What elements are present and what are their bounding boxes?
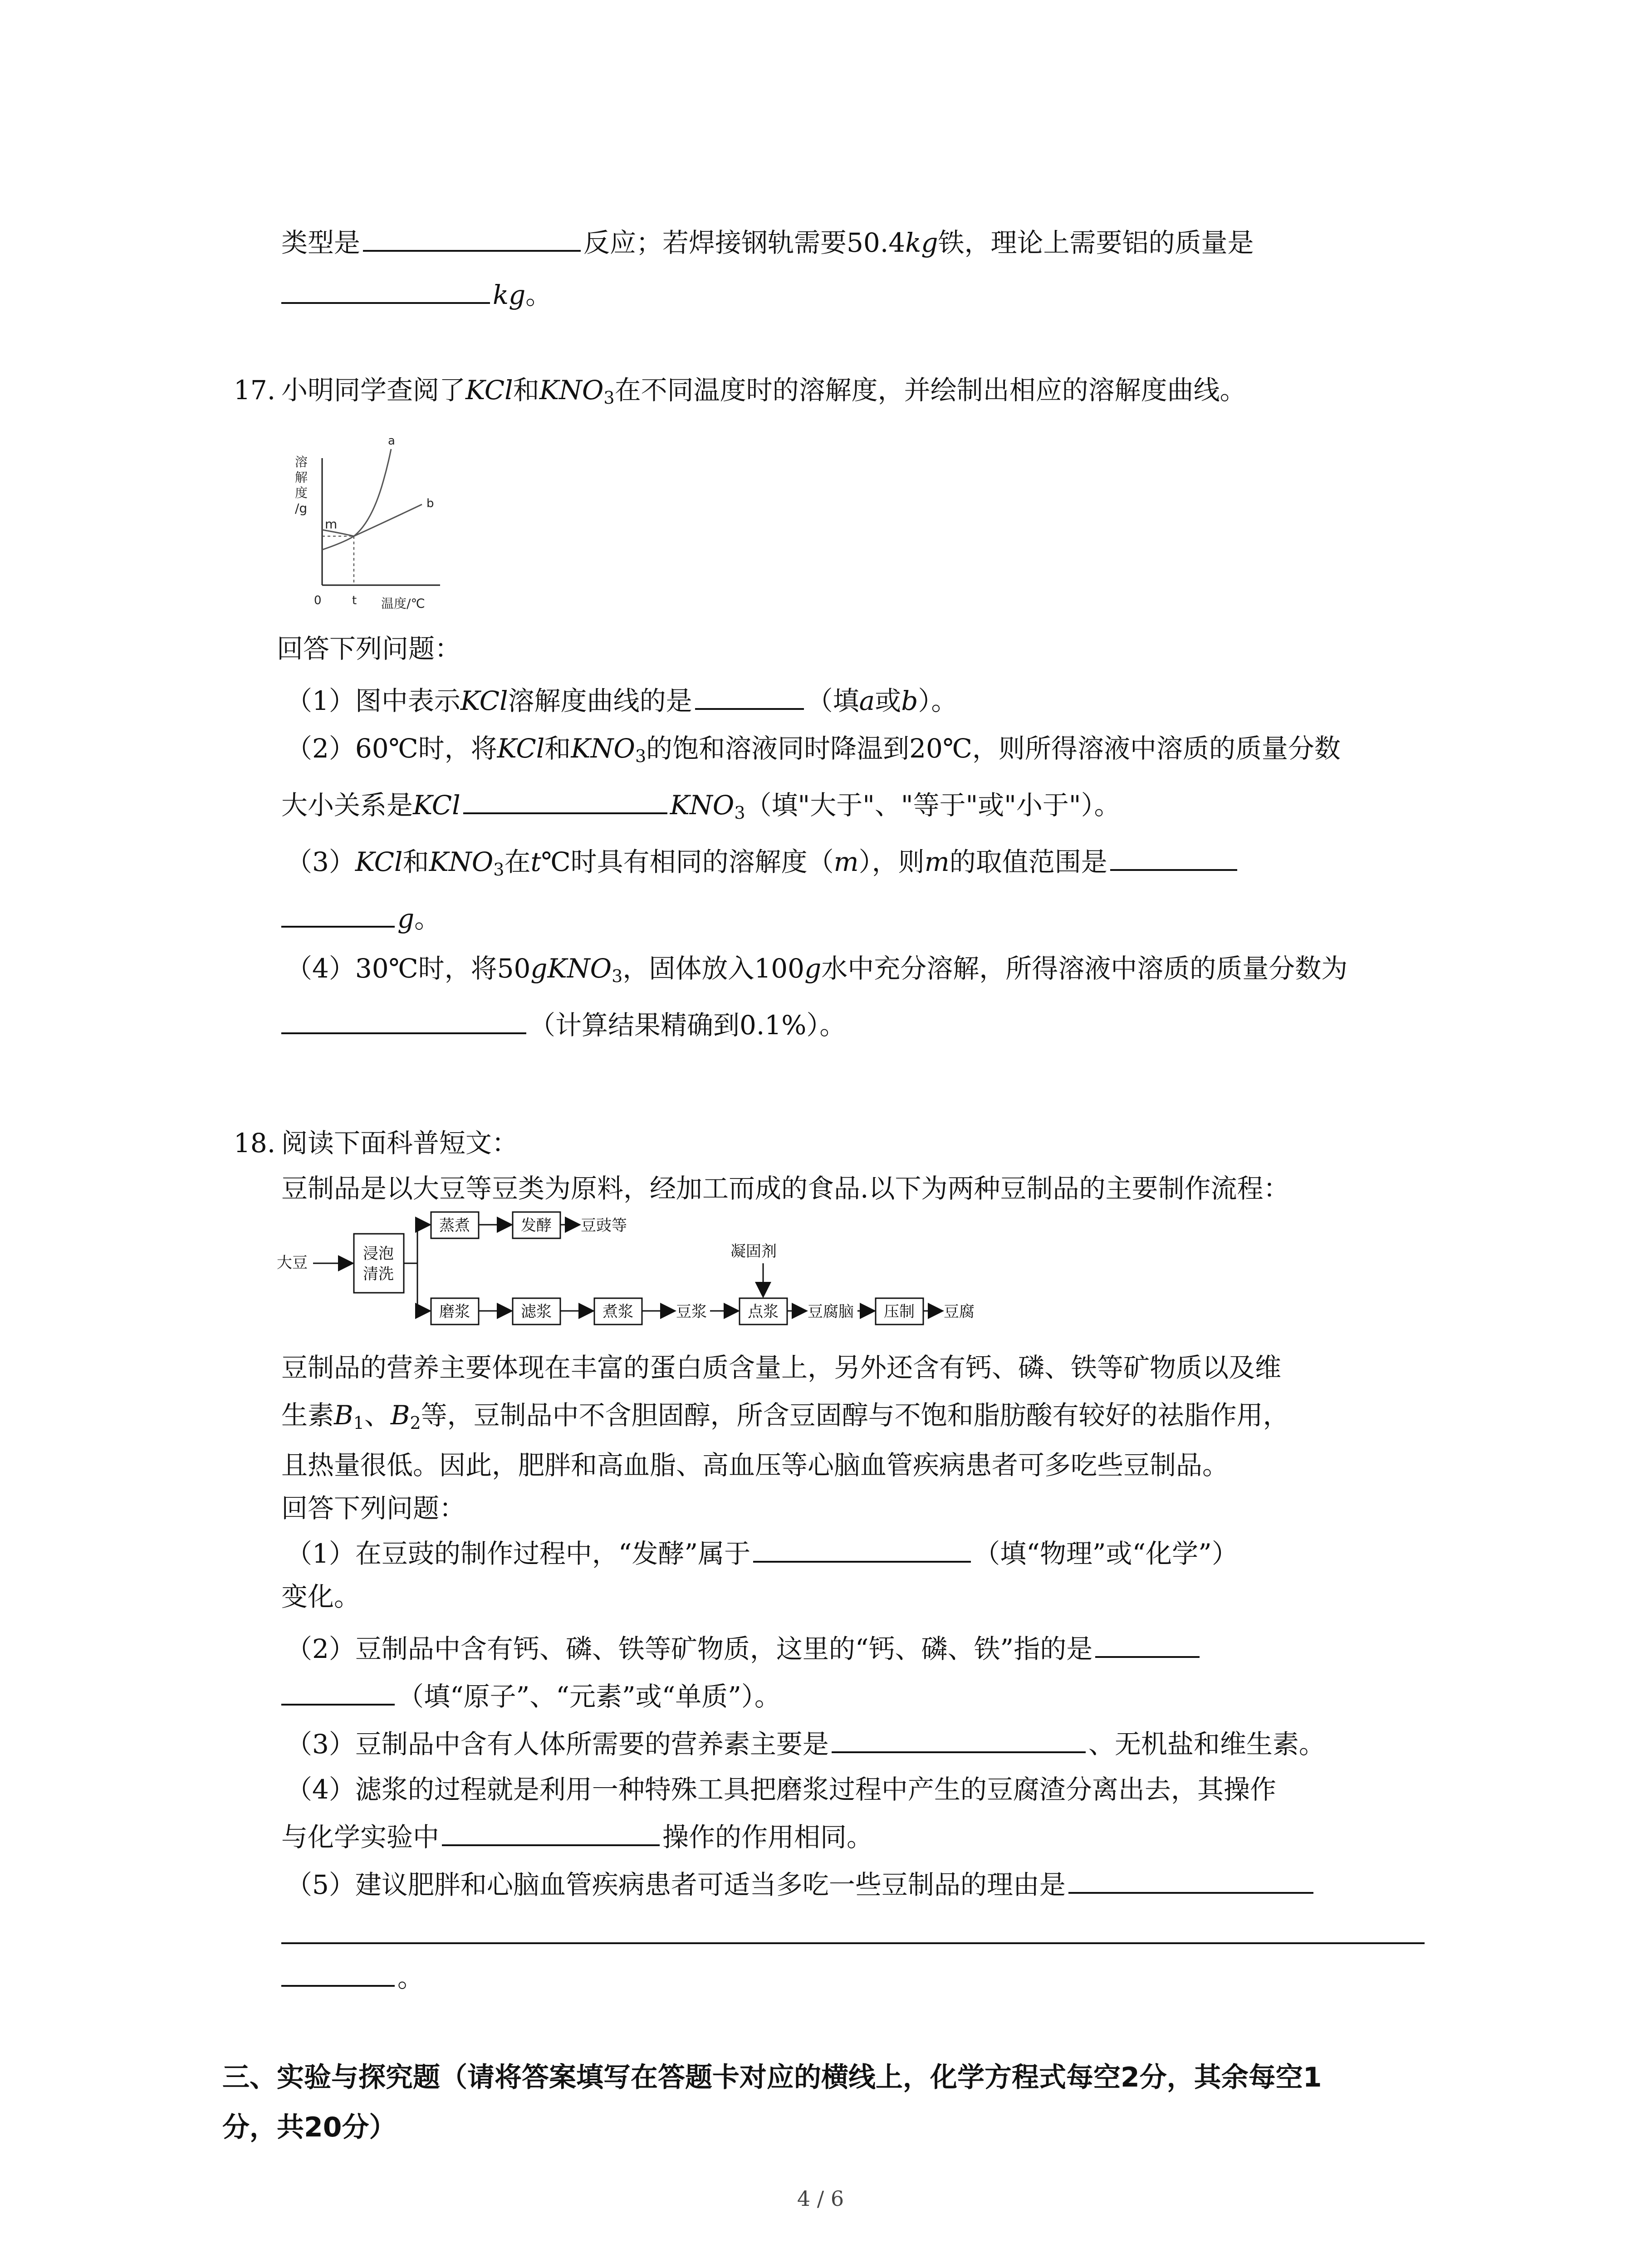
- q17-intro-b: 在不同温度时的溶解度，并绘制出相应的溶解度曲线。: [614, 375, 1246, 406]
- q17-p2-c: 大小关系是: [281, 790, 413, 821]
- q18-p4-c: 操作的作用相同。: [662, 1822, 873, 1853]
- q17-p1-d: ）。: [918, 685, 958, 716]
- flow-boil: 煮浆: [603, 1303, 633, 1321]
- q18-p2-line1: [286, 1631, 1202, 1667]
- q17-p4-g-2: g: [804, 953, 822, 984]
- q18-answer-prompt: 回答下列问题：: [281, 1493, 466, 1524]
- q16-line1: [281, 225, 1254, 261]
- q17-blank-1[interactable]: [695, 683, 804, 710]
- q17-p3-sub3: 3: [493, 860, 505, 880]
- q18-intro: 阅读下面科普短文：: [281, 1128, 519, 1158]
- flow-press: 压制: [884, 1303, 915, 1321]
- q17-kcl: KCl: [465, 375, 513, 406]
- flow-coagulant: 凝固剂: [730, 1242, 777, 1261]
- q17-intro-a: 小明同学查阅了: [281, 375, 466, 406]
- q17-p4-line1: [286, 950, 1347, 994]
- flow-soak-1: 浸泡: [363, 1245, 394, 1263]
- q17-p4-g: g: [530, 953, 548, 984]
- y-label-3: 度: [295, 485, 308, 500]
- curve-a-label: a: [388, 434, 395, 448]
- page-number: 4 / 6: [797, 2186, 844, 2211]
- q18-p1-a: （1）在豆豉的制作过程中，“发酵”属于: [286, 1538, 751, 1569]
- q18-p2-b: （填“原子”、“元素”或“单质”）。: [397, 1681, 781, 1712]
- flow-filter: 滤浆: [521, 1303, 552, 1321]
- q18-blank-5a[interactable]: [1068, 1867, 1313, 1894]
- q18-b2: B: [390, 1400, 410, 1431]
- q17-p4-kno: KNO: [547, 953, 612, 984]
- q17-p4-d: （计算结果精确到0.1%）。: [529, 1010, 846, 1041]
- q18-p4-line1: （4）滤浆的过程就是利用一种特殊工具把磨浆过程中产生的豆腐渣分离出去，其操作: [286, 1774, 1276, 1805]
- q18-blank-1[interactable]: [753, 1535, 971, 1563]
- q18-blank-5b[interactable]: [281, 1942, 1425, 1944]
- q17-p2-line1: [286, 730, 1341, 774]
- q17-p3-kno: KNO: [429, 846, 494, 877]
- flow-box-soak: [354, 1234, 404, 1293]
- q17-blank-3b[interactable]: [281, 900, 395, 928]
- q16-text-a: 类型是: [281, 227, 361, 258]
- q17-p2-d: （填"大于"、"等于"或"小于"）。: [745, 790, 1121, 821]
- q18-blank-2a[interactable]: [1095, 1631, 1200, 1658]
- q17-p1: [286, 683, 957, 719]
- q17-p3-line2: [281, 900, 441, 937]
- q16-line2: [281, 277, 552, 313]
- y-label-4: /g: [295, 501, 308, 516]
- q18-sub2: 2: [410, 1413, 421, 1433]
- q16-end: 。: [525, 279, 552, 310]
- q18-p3-b: 、无机盐和维生素。: [1088, 1729, 1325, 1760]
- flow-tofu: 豆腐: [944, 1303, 975, 1321]
- q18-p3: [286, 1726, 1325, 1762]
- flow-ferment: 发酵: [521, 1217, 552, 1235]
- q18-p4-b: 与化学实验中: [281, 1822, 440, 1853]
- y-label-2: 解: [295, 470, 308, 485]
- q17-blank-2[interactable]: [463, 787, 667, 814]
- q17-p2-a: （2）60℃时，将: [286, 733, 497, 764]
- q18-p5-line3: [281, 1960, 424, 1996]
- q17-blank-4[interactable]: [281, 1007, 526, 1034]
- q18-p5-line1: [286, 1867, 1316, 1903]
- q16-kg-unit: kg: [905, 227, 938, 258]
- q17-p2-he: 和: [544, 733, 571, 764]
- curve-b-label: b: [426, 497, 434, 510]
- q18-number: 18.: [234, 1128, 276, 1158]
- flow-douchi: 豆豉等: [581, 1217, 627, 1235]
- q17-p3-d: ），则: [858, 846, 925, 877]
- flow-grind: 磨浆: [439, 1303, 470, 1321]
- q17-p3-m-2: m: [924, 846, 950, 877]
- q18-blank-4[interactable]: [442, 1819, 660, 1846]
- solubility-graph: [286, 431, 476, 621]
- q18-p1-b: （填“物理”或“化学”）: [974, 1538, 1238, 1569]
- q17-p3-b: 在: [504, 846, 531, 877]
- q18-blank-5c[interactable]: [281, 1960, 395, 1987]
- q17-intro: [281, 372, 1246, 416]
- q17-he: 和: [513, 375, 539, 406]
- q18-b1: B: [334, 1400, 353, 1431]
- m-label: m: [325, 517, 338, 532]
- q18-blank-2b[interactable]: [281, 1678, 395, 1706]
- q17-p4-a: （4）30℃时，将50: [286, 953, 531, 984]
- tofu-flowchart: [277, 1207, 1139, 1338]
- q17-p1-a-it: a: [859, 685, 875, 716]
- q18-blank-3[interactable]: [832, 1726, 1086, 1753]
- flow-point: 点浆: [748, 1303, 779, 1321]
- q17-number: 17.: [234, 375, 276, 406]
- flow-start: 大豆: [277, 1254, 308, 1272]
- section3-heading-line2: 分，共20分）: [222, 2112, 397, 2143]
- q17-p2-kcl-2: KCl: [413, 790, 460, 821]
- t-label: t: [352, 594, 357, 607]
- q17-p3-g: g: [397, 903, 415, 934]
- q17-p2-kno: KNO: [571, 733, 635, 764]
- q17-p2-sub3-2: 3: [734, 803, 745, 823]
- origin-label: 0: [314, 594, 322, 607]
- q18-p2-line2: [281, 1678, 781, 1715]
- q17-p4-line2: [281, 1007, 846, 1043]
- q17-p1-b-it: b: [901, 685, 918, 716]
- flow-milk: 豆浆: [676, 1303, 707, 1321]
- q17-p3-a: （3）: [286, 846, 355, 877]
- q17-p4-sub3: 3: [612, 966, 623, 986]
- q17-p2-kno-2: KNO: [670, 790, 735, 821]
- q18-p1-line2: 变化。: [281, 1581, 361, 1612]
- q17-p2-sub3: 3: [635, 746, 647, 766]
- q18-sub1: 1: [353, 1413, 364, 1433]
- q17-p3-e: 的取值范围是: [949, 846, 1107, 877]
- q16-blank-2[interactable]: [281, 277, 490, 304]
- q17-blank-3a[interactable]: [1110, 844, 1237, 871]
- q17-p3-kcl: KCl: [355, 846, 403, 877]
- q17-p3-end: 。: [414, 903, 441, 934]
- q18-para2-a: 生素: [281, 1400, 334, 1431]
- q17-p1-a: （1）图中表示: [286, 685, 460, 716]
- q18-para2-b: 等，豆制品中不含胆固醇，所含豆固醇与不饱和脂肪酸有较好的祛脂作用，: [421, 1400, 1289, 1431]
- q17-p3-c: ℃时具有相同的溶解度（: [541, 846, 834, 877]
- q17-kno: KNO: [539, 375, 604, 406]
- q17-p4-c: 水中充分溶解，所得溶液中溶质的质量分数为: [821, 953, 1348, 984]
- q17-p2-kcl: KCl: [497, 733, 545, 764]
- q16-text-c: 铁，理论上需要铝的质量是: [938, 227, 1254, 258]
- curve-b: [322, 530, 354, 536]
- q18-p4-line2: [281, 1819, 873, 1855]
- q18-p3-a: （3）豆制品中含有人体所需要的营养素主要是: [286, 1729, 829, 1760]
- q17-p4-b: ，固体放入100: [622, 953, 805, 984]
- y-label-1: 溶: [295, 455, 308, 469]
- q18-para2-line3: 且热量很低。因此，肥胖和高血脂、高血压等心脑血管疾病患者可多吃些豆制品。: [281, 1450, 1229, 1481]
- q17-p1-kcl: KCl: [460, 685, 508, 716]
- q17-p2-line2: [281, 787, 1121, 831]
- q18-p1-line1: [286, 1535, 1238, 1572]
- q18-p2-a: （2）豆制品中含有钙、磷、铁等矿物质，这里的“钙、磷、铁”指的是: [286, 1633, 1093, 1664]
- q18-p5-a: （5）建议肥胖和心脑血管疾病患者可适当多吃一些豆制品的理由是: [286, 1869, 1066, 1900]
- flow-curd: 豆腐脑: [808, 1303, 854, 1321]
- q17-p2-b: 的饱和溶液同时降温到20℃，则所得溶液中溶质的质量分数: [646, 733, 1341, 764]
- q17-p3-line1: [286, 844, 1240, 888]
- q17-p3-t: t: [530, 846, 541, 877]
- q17-p3-m: m: [833, 846, 859, 877]
- q18-p5-end: 。: [397, 1962, 424, 1993]
- q16-kg-unit-2: kg: [493, 279, 526, 310]
- q17-answer-prompt: 回答下列问题：: [277, 633, 461, 664]
- flow-steam: 蒸煮: [439, 1217, 470, 1235]
- x-label: 温度/℃: [381, 596, 425, 611]
- q16-text-b: 反应；若焊接钢轨需要50.4: [583, 227, 906, 258]
- q18-para1: 豆制品是以大豆等豆类为原料，经加工而成的食品.以下为两种豆制品的主要制作流程：: [281, 1173, 1290, 1204]
- q17-p1-b: 溶解度曲线的是: [508, 685, 692, 716]
- q17-p1-c: （填: [806, 685, 859, 716]
- q18-para2-line1: 豆制品的营养主要体现在丰富的蛋白质含量上，另外还含有钙、磷、铁等矿物质以及维: [281, 1352, 1282, 1383]
- q17-p3-he: 和: [402, 846, 429, 877]
- q17-p1-or: 或: [875, 685, 901, 716]
- q18-sep: 、: [364, 1400, 391, 1431]
- q17-sub3: 3: [603, 388, 615, 408]
- curve-b-right: [354, 504, 422, 536]
- section3-heading-line1: 三、实验与探究题（请将答案填写在答题卡对应的横线上，化学方程式每空2分，其余每空1: [222, 2062, 1322, 2093]
- flow-soak-2: 清洗: [363, 1265, 394, 1283]
- q18-para2-line2: [281, 1397, 1289, 1441]
- q16-blank-1[interactable]: [363, 225, 581, 252]
